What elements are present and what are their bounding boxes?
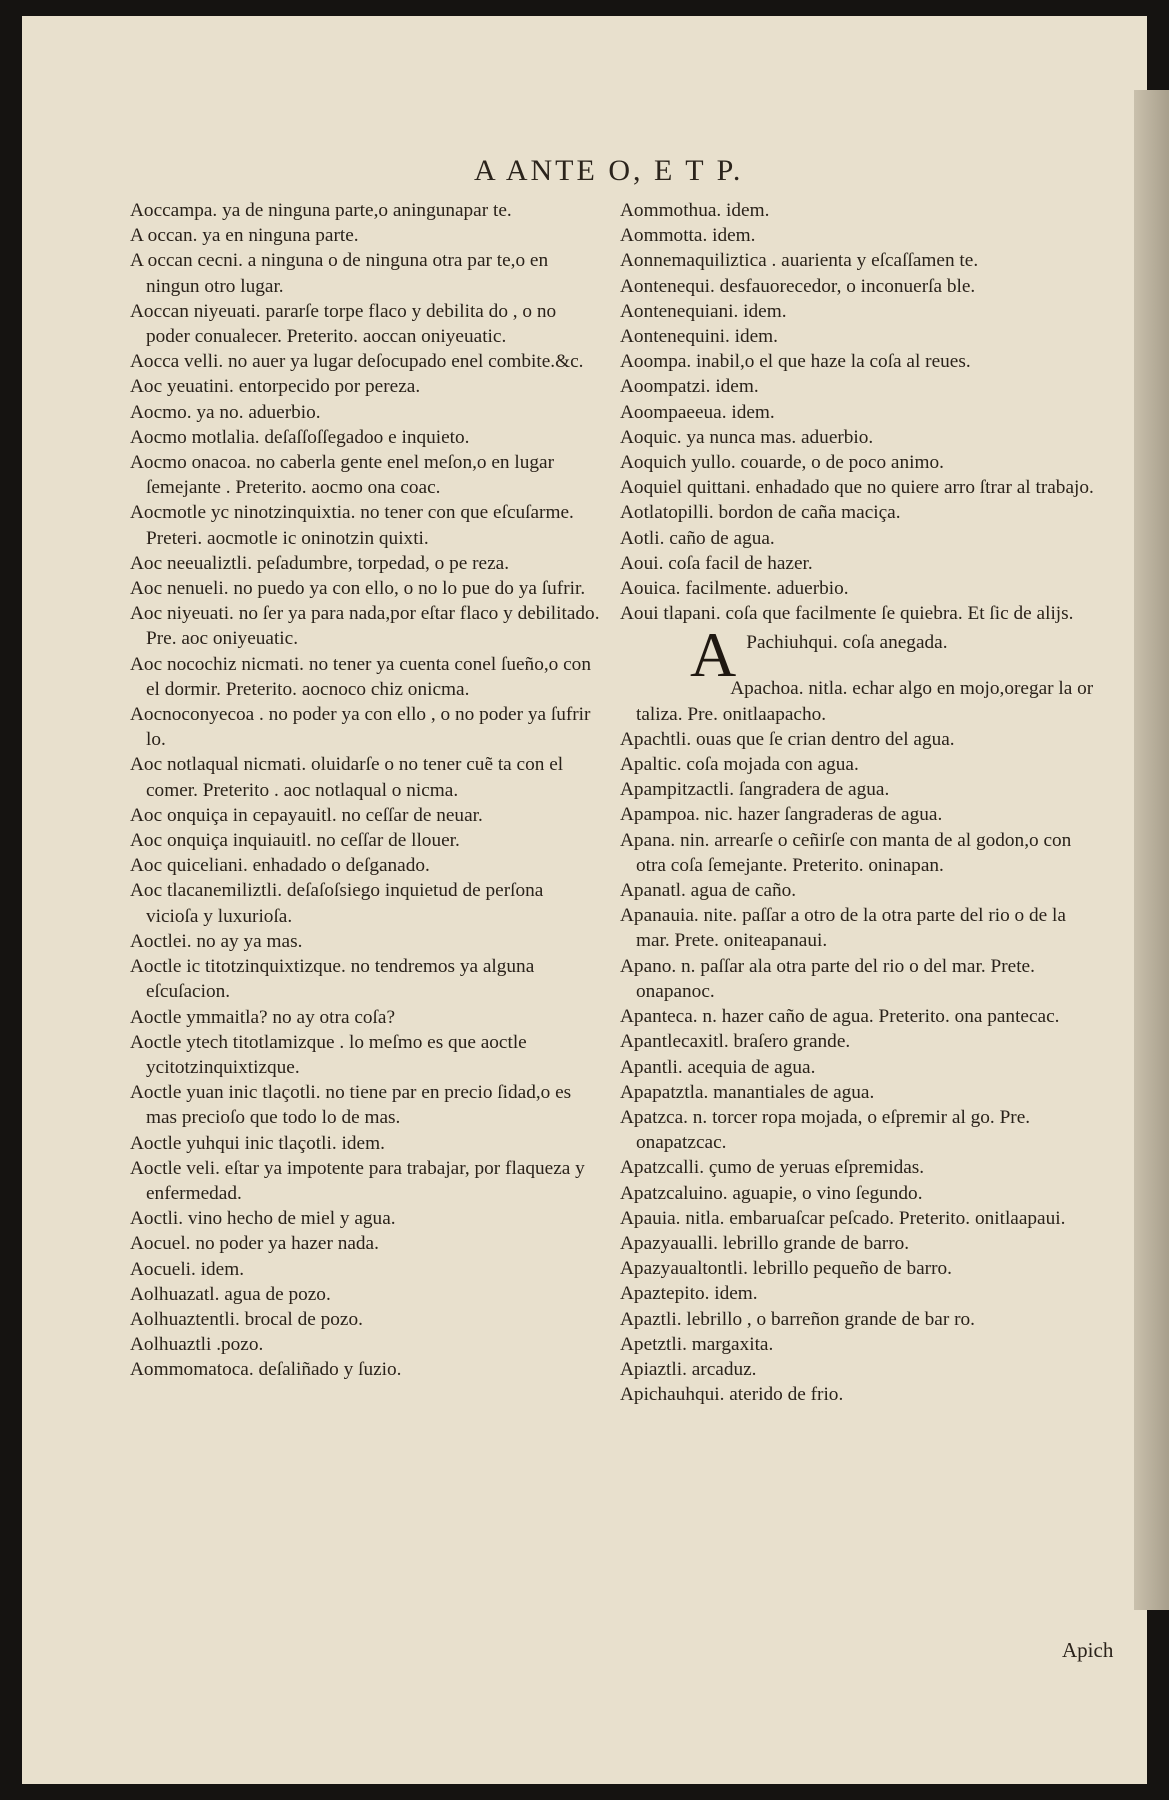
dictionary-entry: Aoui. coſa facil de hazer. xyxy=(620,552,813,574)
dictionary-entry: Aoctle ic titotzinquixtizque. no tendremos ya alguna eſcuſacion. xyxy=(130,956,535,1003)
dictionary-entry: Aoquich yullo. couarde, o de poco animo. xyxy=(620,452,944,474)
dictionary-entry: Aoompa. inabil,o el que haze la coſa al reues. xyxy=(620,351,971,373)
dictionary-entry: Aotlatopilli. bordon de caña maciça. xyxy=(620,502,901,524)
dictionary-entry: Aoc nocochiz nicmati. no tener ya cuenta conel ſueño,o con el dormir. Preterito. aocnoco chiz onicma. xyxy=(130,653,591,700)
dictionary-entry: Apaztepito. idem. xyxy=(620,1283,758,1305)
dictionary-entry: Aoccampa. ya de ninguna parte,o aningunapar te. xyxy=(130,200,512,221)
dictionary-entry: Apapatztla. manantiales de agua. xyxy=(620,1081,875,1103)
dictionary-entry: Aoc niyeuati. no ſer ya para nada,por eſtar flaco y debilitado. Pre. aoc oniyeuatic. xyxy=(130,603,600,650)
dictionary-entry: Aoctle ymmaitla? no ay otra coſa? xyxy=(130,1006,396,1028)
dictionary-entry: Aommomatoca. deſaliñado y ſuzio. xyxy=(130,1359,402,1381)
dictionary-entry: Aoc notlaqual nicmati. oluidarſe o no tener cuẽ ta con el comer. Preterito . aoc notlaqual o nicma. xyxy=(130,754,564,801)
dictionary-entry: Apanatl. agua de caño. xyxy=(620,880,797,902)
dictionary-entry: Aoctlei. no ay ya mas. xyxy=(130,930,303,952)
dictionary-entry: Apaltic. coſa mojada con agua. xyxy=(620,754,859,776)
dictionary-entry: Aouica. facilmente. aduerbio. xyxy=(620,578,849,600)
drop-cap-letter: A xyxy=(690,619,737,691)
dictionary-entry: Aolhuaztli .pozo. xyxy=(130,1334,264,1356)
right-column-top-entries xyxy=(620,198,1098,626)
dictionary-entry: Aocnoconyecoa . no poder ya con ello , o no poder ya ſufrir lo. xyxy=(130,704,591,751)
dictionary-entry: Aoompaeeua. idem. xyxy=(620,401,775,423)
dictionary-entry: Apaztli. lebrillo , o barreñon grande de bar ro. xyxy=(620,1308,975,1330)
dictionary-entry: Aoctle yuhqui inic tlaçotli. idem. xyxy=(130,1132,385,1154)
dictionary-entry: Apanteca. n. hazer caño de agua. Preterito. ona pantecac. xyxy=(620,1006,1060,1028)
dictionary-entry: Aocmo motlalia. deſaſſoſſegadoo e inquieto. xyxy=(130,426,470,448)
dictionary-entry: Aoc onquiça in cepayauitl. no ceſſar de neuar. xyxy=(130,804,483,826)
dictionary-entry: Aotli. caño de agua. xyxy=(620,527,775,549)
dictionary-entry: Apachtli. ouas que ſe crian dentro del agua. xyxy=(620,728,955,750)
dictionary-entry: Aoc yeuatini. entorpecido por pereza. xyxy=(130,376,421,398)
dictionary-entry: Apano. n. paſſar ala otra parte del rio o del mar. Prete. onapanoc. xyxy=(620,955,1035,1002)
left-column xyxy=(130,198,600,1383)
dictionary-entry: Apampoa. nic. hazer ſangraderas de agua. xyxy=(620,804,943,826)
dictionary-entry: A occan. ya en ninguna parte. xyxy=(130,225,359,247)
dictionary-entry: Aoccan niyeuati. pararſe torpe flaco y debilita do , o no poder conualecer. Preterito. aoccan oniyeuatic. xyxy=(130,300,557,348)
dictionary-entry: Aontenequini. idem. xyxy=(620,326,778,348)
dictionary-entry: Aontenequiani. idem. xyxy=(620,300,787,322)
dictionary-entry: Aocmo onacoa. no caberla gente enel meſon,o en lugar ſemejante . Preterito. aocmo ona coac. xyxy=(130,452,555,499)
dictionary-entry: Aoc tlacanemiliztli. deſaſoſsiego inquietud de perſona vicioſa y luxurioſa. xyxy=(130,880,544,927)
dictionary-entry: Apazyaualtontli. lebrillo pequeño de barro. xyxy=(620,1258,952,1280)
dictionary-entry: Aolhuazatl. agua de pozo. xyxy=(130,1283,331,1305)
dictionary-entry: Aoc nenueli. no puedo ya con ello, o no lo pue do ya ſufrir. xyxy=(130,578,586,600)
dictionary-entry: Aoctle ytech titotlamizque . lo meſmo es que aoctle ycitotzinquixtizque. xyxy=(130,1031,527,1078)
right-column-bottom-entries xyxy=(620,676,1098,1407)
dictionary-entry: Aocmo. ya no. aduerbio. xyxy=(130,401,321,423)
running-header: A ANTE O, E T P. xyxy=(474,154,744,187)
dictionary-entry: Apazyaualli. lebrillo grande de barro. xyxy=(620,1232,910,1254)
dictionary-entry: Aoctle yuan inic tlaçotli. no tiene par en precio ſidad,o es mas precioſo que todo lo de mas. xyxy=(130,1082,572,1129)
catchword: Apich xyxy=(1062,1638,1114,1662)
dictionary-entry: Aoquic. ya nunca mas. aduerbio. xyxy=(620,426,874,448)
dictionary-entry: Aommothua. idem. xyxy=(620,200,770,221)
dictionary-entry: Aoc neeualiztli. peſadumbre, torpedad, o pe reza. xyxy=(130,552,510,574)
dictionary-entry: Aoc quiceliani. enhadado o deſganado. xyxy=(130,855,430,877)
dictionary-entry: Apachoa. nitla. echar algo en mojo,oregar la or taliza. Pre. onitlaapacho. xyxy=(636,678,1094,725)
dictionary-entry: A occan cecni. a ninguna o de ninguna otra par te,o en ningun otro lugar. xyxy=(130,250,549,297)
dictionary-entry: Apatzcaluino. aguapie, o vino ſegundo. xyxy=(620,1182,923,1204)
dictionary-entry: Apantli. acequia de agua. xyxy=(620,1056,816,1078)
drop-cap-entry-text: Pachiuhqui. coſa anegada. xyxy=(746,632,948,654)
dictionary-entry: Aoquiel quittani. enhadado que no quiere arro ſtrar al trabajo. xyxy=(620,477,1094,499)
dictionary-entry: Aoui tlapani. coſa que facilmente ſe quiebra. Et ſic de alijs. xyxy=(620,603,1074,625)
dictionary-entry: Aocmotle yc ninotzinquixtia. no tener con que eſcuſarme. Preteri. aocmotle ic oninotzin quixti. xyxy=(130,502,574,549)
right-column xyxy=(620,198,1098,1407)
dictionary-entry: Aoctli. vino hecho de miel y agua. xyxy=(130,1208,396,1230)
adjacent-page-edge xyxy=(1134,90,1169,1610)
dictionary-entry: Aolhuaztentli. brocal de pozo. xyxy=(130,1308,363,1330)
dictionary-entry: Apana. nin. arrearſe o ceñirſe con manta de al godon,o con otra coſa ſemejante. Preterito. oninapan. xyxy=(620,829,1072,876)
dictionary-entry: Apatzca. n. torcer ropa mojada, o eſpremir al go. Pre. onapatzcac. xyxy=(620,1106,1031,1154)
dictionary-entry: Aoc onquiça inquiauitl. no ceſſar de llouer. xyxy=(130,830,460,852)
dictionary-entry: Aocca velli. no auer ya lugar deſocupado enel combite.&c. xyxy=(130,351,584,373)
dictionary-entry: Aoctle veli. eſtar ya impotente para trabajar, por flaqueza y enfermedad. xyxy=(130,1157,585,1204)
dictionary-entry: Apetztli. margaxita. xyxy=(620,1333,774,1355)
dictionary-entry: Aocuel. no poder ya hazer nada. xyxy=(130,1233,379,1255)
dictionary-entry: Aoompatzi. idem. xyxy=(620,376,759,398)
dictionary-entry: Aommotta. idem. xyxy=(620,225,756,247)
drop-cap-entry xyxy=(620,619,1098,691)
dictionary-entry: Apiaztli. arcaduz. xyxy=(620,1358,757,1380)
dictionary-entry: Apatzcalli. çumo de yeruas eſpremidas. xyxy=(620,1157,925,1179)
dictionary-entry: Apantlecaxitl. braſero grande. xyxy=(620,1031,851,1053)
dictionary-entry: Apampitzactli. ſangradera de agua. xyxy=(620,779,890,801)
dictionary-entry: Aontenequi. desfauorecedor, o inconuerſa ble. xyxy=(620,275,976,297)
dictionary-entry: Aonnemaquiliztica . auarienta y eſcaſſamen te. xyxy=(620,250,979,272)
dictionary-entry: Apanauia. nite. paſſar a otro de la otra parte del rio o de la mar. Prete. oniteapanaui. xyxy=(620,905,1066,952)
dictionary-entry: Apauia. nitla. embaruaſcar peſcado. Preterito. onitlaapaui. xyxy=(620,1207,1066,1229)
dictionary-entry: Aocueli. idem. xyxy=(130,1258,245,1280)
dictionary-entry: Apichauhqui. aterido de frio. xyxy=(620,1384,844,1406)
book-page xyxy=(22,16,1147,1784)
